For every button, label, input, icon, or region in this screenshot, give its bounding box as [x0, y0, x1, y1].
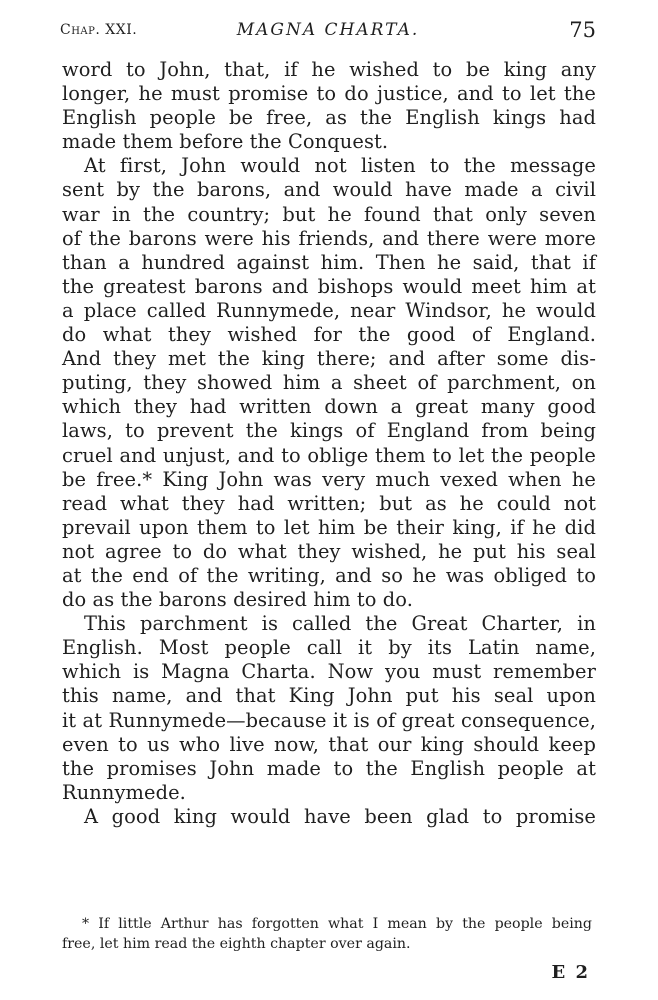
text-line: English people be free, as the English kings had — [62, 106, 596, 130]
text-line: of the barons were his friends, and there were more — [62, 226, 596, 250]
page-number: 75 — [569, 18, 596, 42]
text-line: the promises John made to the English people at — [62, 756, 596, 780]
text-line: do what they wished for the good of England. — [62, 323, 596, 347]
text-line: war in the country; but he found that only seven — [62, 202, 596, 226]
text-line: sent by the barons, and would have made a civil — [62, 178, 596, 202]
text-line: this name, and that King John put his seal upon — [62, 684, 596, 708]
text-line: This parchment is called the Great Charter, in — [84, 612, 596, 636]
text-line: the greatest barons and bishops would meet him at — [62, 274, 596, 298]
text-line: word to John, that, if he wished to be king any — [62, 58, 596, 81]
footnote-line: * If little Arthur has forgotten what I mean by the people being — [82, 916, 592, 932]
footnote-line: free, let him read the eighth chapter over again. — [62, 936, 411, 952]
body-text — [62, 58, 596, 829]
text-line: it at Runnymede—because it is of great consequence, — [62, 708, 596, 732]
text-line: puting, they showed him a sheet of parchment, on — [62, 371, 596, 395]
text-line: a place called Runnymede, near Windsor, he would — [62, 298, 596, 322]
signature-mark: E 2 — [551, 962, 590, 983]
page-title: MAGNA CHARTA. — [236, 20, 420, 40]
text-line: even to us who live now, that our king should keep — [62, 732, 596, 756]
text-line: be free.* King John was very much vexed when he — [62, 467, 596, 491]
text-line: longer, he must promise to do justice, and to let the — [62, 82, 596, 106]
text-line: which they had written down a great many good — [62, 395, 596, 419]
text-line: English. Most people call it by its Latin name, — [62, 636, 596, 660]
chapter-label: Chap. XXI. — [60, 22, 138, 38]
text-line: prevail upon them to let him be their king, if he did — [62, 515, 596, 539]
text-line: laws, to prevent the kings of England from being — [62, 419, 596, 443]
text-line: Runnymede. — [62, 780, 186, 804]
text-line: which is Magna Charta. Now you must remember — [62, 660, 596, 684]
running-header — [60, 14, 596, 46]
text-line: made them before the Conquest. — [62, 130, 389, 154]
text-line: And they met the king there; and after some dis- — [62, 347, 596, 371]
text-line: at the end of the writing, and so he was obliged to — [62, 563, 596, 587]
text-line: than a hundred against him. Then he said, that if — [62, 250, 596, 274]
footnote — [62, 914, 592, 954]
text-line: A good king would have been glad to promise — [84, 804, 596, 828]
text-line: not agree to do what they wished, he put his seal — [62, 539, 596, 563]
text-line: do as the barons desired him to do. — [62, 588, 414, 612]
text-line: At first, John would not listen to the message — [84, 154, 596, 178]
text-line: read what they had written; but as he could not — [62, 491, 596, 515]
text-line: cruel and unjust, and to oblige them to let the people — [62, 443, 596, 467]
